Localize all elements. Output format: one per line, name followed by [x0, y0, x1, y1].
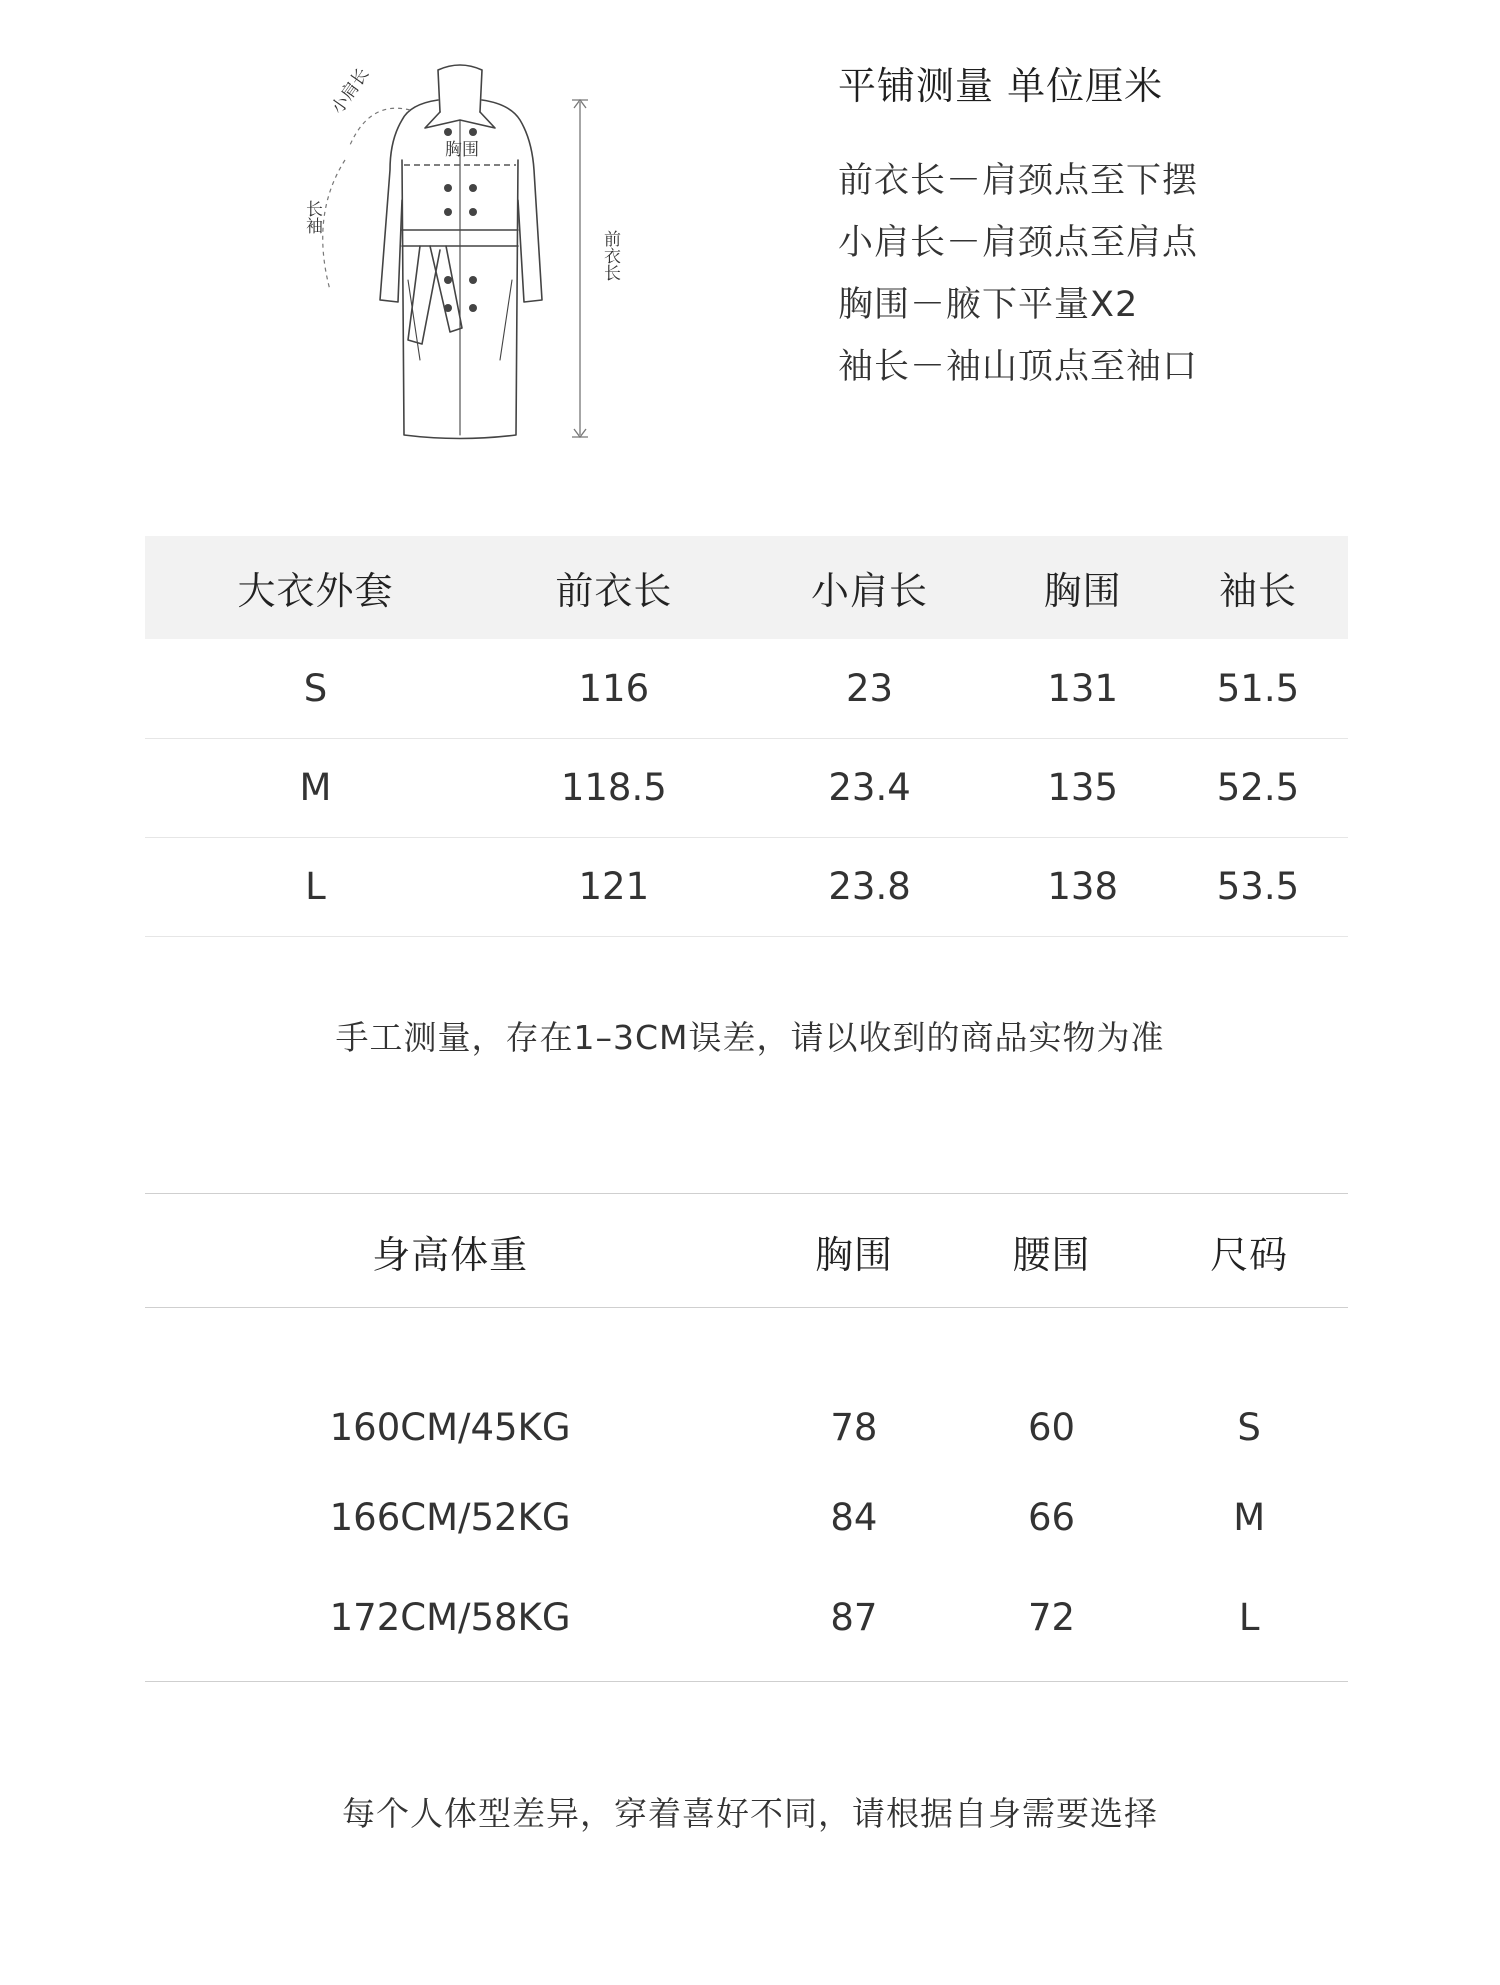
body-cell: L	[1238, 1595, 1260, 1639]
size-table	[145, 536, 1348, 937]
coat-diagram	[290, 40, 670, 460]
size-table-row	[145, 738, 1348, 837]
body-size-table	[145, 1195, 1348, 1667]
body-table-header: 胸围	[814, 1232, 893, 1277]
legend-item-chest: 胸围－腋下平量X2	[838, 285, 1139, 325]
body-cell: 166CM/52KG	[329, 1495, 571, 1539]
size-table-header-row	[145, 536, 1348, 639]
size-table-header: 袖长	[1218, 569, 1297, 613]
body-table-header: 尺码	[1210, 1232, 1289, 1277]
size-cell: 23.8	[828, 865, 911, 908]
measurement-legend	[838, 55, 1198, 398]
size-cell: 131	[1047, 666, 1118, 710]
size-cell: 51.5	[1216, 666, 1300, 710]
size-cell: 121	[578, 865, 650, 908]
legend-item-shoulder: 小肩长－肩颈点至肩点	[838, 223, 1199, 263]
size-cell: 52.5	[1216, 766, 1300, 809]
measurement-error-note: 手工测量，存在1–3CM误差，请以收到的商品实物为准	[335, 1018, 1165, 1057]
size-cell: S	[303, 666, 328, 710]
body-table-row	[145, 1307, 1348, 1467]
size-cell: 53.5	[1216, 865, 1300, 908]
diagram-label-shoulder: 小肩长	[327, 64, 374, 118]
size-table-header: 小肩长	[811, 569, 929, 613]
size-table-row	[145, 837, 1348, 936]
divider	[145, 1193, 1348, 1194]
size-cell: 118.5	[560, 766, 667, 809]
diagram-label-chest: 胸围	[445, 140, 479, 160]
size-cell: L	[305, 865, 326, 908]
body-cell: 84	[830, 1495, 878, 1539]
body-cell: 87	[830, 1595, 878, 1639]
body-table-row	[145, 1567, 1348, 1667]
size-cell: 135	[1047, 766, 1118, 809]
size-table-header: 大衣外套	[237, 569, 394, 613]
body-cell: 72	[1028, 1595, 1076, 1639]
size-cell: 23.4	[828, 766, 911, 809]
size-cell: 23	[846, 666, 894, 710]
diagram-label-sleeve: 长袖	[302, 200, 322, 234]
size-table-row	[145, 639, 1348, 738]
body-cell: 160CM/45KG	[329, 1406, 571, 1449]
size-cell: 116	[578, 666, 650, 710]
body-cell: 172CM/58KG	[329, 1595, 571, 1639]
body-cell: S	[1237, 1406, 1261, 1449]
legend-item-sleeve: 袖长－袖山顶点至袖口	[838, 347, 1199, 387]
size-table-header: 胸围	[1043, 569, 1122, 613]
size-table-header: 前衣长	[555, 569, 673, 613]
body-table-header-row	[145, 1195, 1348, 1307]
legend-title: 平铺测量 单位厘米	[838, 64, 1164, 108]
fit-preference-note: 每个人体型差异，穿着喜好不同，请根据自身需要选择	[342, 1794, 1158, 1833]
body-table-header: 腰围	[1012, 1232, 1091, 1277]
legend-item-front-length: 前衣长－肩颈点至下摆	[838, 161, 1199, 201]
coat-outline-illustration	[290, 40, 670, 460]
body-cell: M	[1233, 1495, 1266, 1539]
size-cell: M	[299, 766, 332, 809]
body-table-row	[145, 1467, 1348, 1567]
body-cell: 78	[830, 1406, 878, 1449]
body-table-header: 身高体重	[372, 1232, 529, 1277]
divider	[145, 1681, 1348, 1682]
body-cell: 66	[1028, 1495, 1076, 1539]
size-cell: 138	[1047, 865, 1118, 908]
body-cell: 60	[1028, 1406, 1076, 1449]
diagram-label-front-length: 前衣长	[600, 230, 620, 281]
